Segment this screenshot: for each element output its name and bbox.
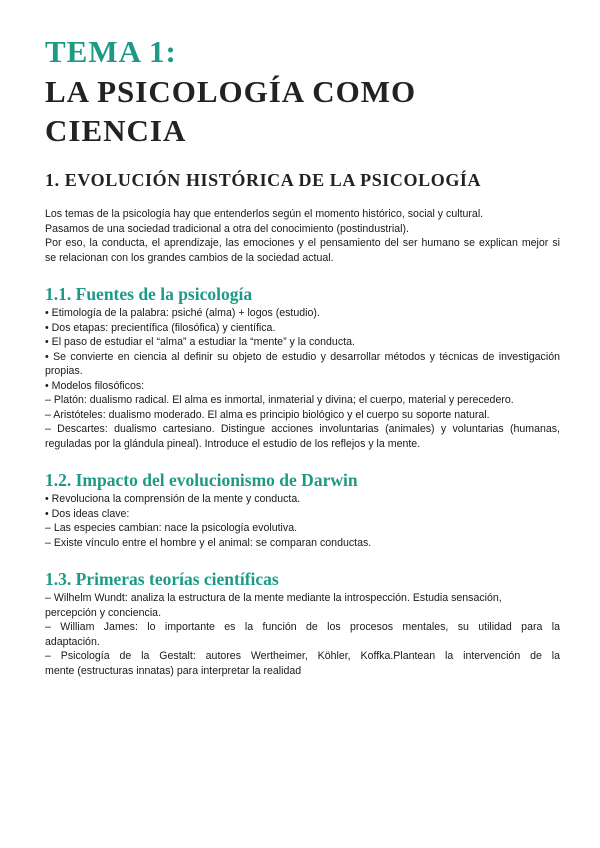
- intro-line: Pasamos de una sociedad tradicional a otra del conocimiento (postindustrial).: [45, 222, 409, 235]
- intro-line: Los temas de la psicología hay que entenderlos según el momento histórico, social y cultural.: [45, 208, 484, 220]
- text-line: • Dos etapas: precientífica (filosófica) y científica.: [45, 321, 276, 334]
- subsection-body: [45, 591, 560, 678]
- text-line: propias.: [45, 365, 83, 377]
- text-line: – Psicología de la Gestalt: autores Wertheimer, Köhler, Koffka.Plantean la intervención de la: [45, 650, 560, 662]
- topic-title-line: LA PSICOLOGÍA COMO: [45, 74, 417, 109]
- text-line: mente (estructuras innatas) para interpretar la realidad: [45, 664, 302, 677]
- text-line: • Se convierte en ciencia al definir su objeto de estudio y desarrollar métodos y técnicas de investigación: [45, 350, 560, 363]
- text-line: – Aristóteles: dualismo moderado. El alma es principio biológico y el cuerpo su soporte natural.: [45, 408, 490, 421]
- topic-number: TEMA 1:: [45, 34, 177, 69]
- text-line: adaptación.: [45, 635, 100, 648]
- subsection-heading: 1.1. Fuentes de la psicología: [45, 284, 253, 304]
- intro-line: se relacionan con los grandes cambios de la sociedad actual.: [45, 251, 334, 264]
- text-line: percepción y conciencia.: [45, 606, 162, 619]
- text-line: – Wilhelm Wundt: analiza la estructura de la mente mediante la introspección. Estudia sensación,: [45, 592, 502, 604]
- text-line: – William James: lo importante es la función de los procesos mentales, su utilidad para la: [45, 621, 560, 633]
- text-line: • Revoluciona la comprensión de la mente y conducta.: [45, 493, 301, 505]
- subsection-heading: 1.2. Impacto del evolucionismo de Darwin: [45, 470, 358, 490]
- text-line: reguladas por la glándula pineal). Introduce el estudio de los reflejos y la mente.: [45, 437, 421, 450]
- subsection-body: [45, 492, 560, 550]
- text-line: – Las especies cambian: nace la psicología evolutiva.: [45, 522, 298, 534]
- subsection-heading: 1.3. Primeras teorías científicas: [45, 569, 279, 589]
- intro-paragraph: [45, 207, 560, 265]
- text-line: • El paso de estudiar el “alma” a estudiar la “mente” y la conducta.: [45, 336, 355, 348]
- subsection-body: [45, 306, 560, 451]
- text-line: – Descartes: dualismo cartesiano. Distingue acciones involuntarias (animales) y voluntarias (humanas,: [45, 423, 560, 435]
- section-heading: 1. EVOLUCIÓN HISTÓRICA DE LA PSICOLOGÍA: [45, 170, 482, 190]
- topic-title-line: CIENCIA: [45, 113, 187, 148]
- text-line: – Platón: dualismo radical. El alma es inmortal, inmaterial y divina; el cuerpo, material y perecedero.: [45, 394, 514, 406]
- text-line: • Etimología de la palabra: psiché (alma) + logos (estudio).: [45, 307, 320, 319]
- intro-line: Por eso, la conducta, el aprendizaje, las emociones y el pensamiento del ser humano se explican mejor si: [45, 237, 560, 249]
- topic-title: [45, 72, 416, 150]
- text-line: • Dos ideas clave:: [45, 507, 130, 520]
- text-line: • Modelos filosóficos:: [45, 379, 145, 392]
- text-line: – Existe vínculo entre el hombre y el animal: se comparan conductas.: [45, 536, 372, 549]
